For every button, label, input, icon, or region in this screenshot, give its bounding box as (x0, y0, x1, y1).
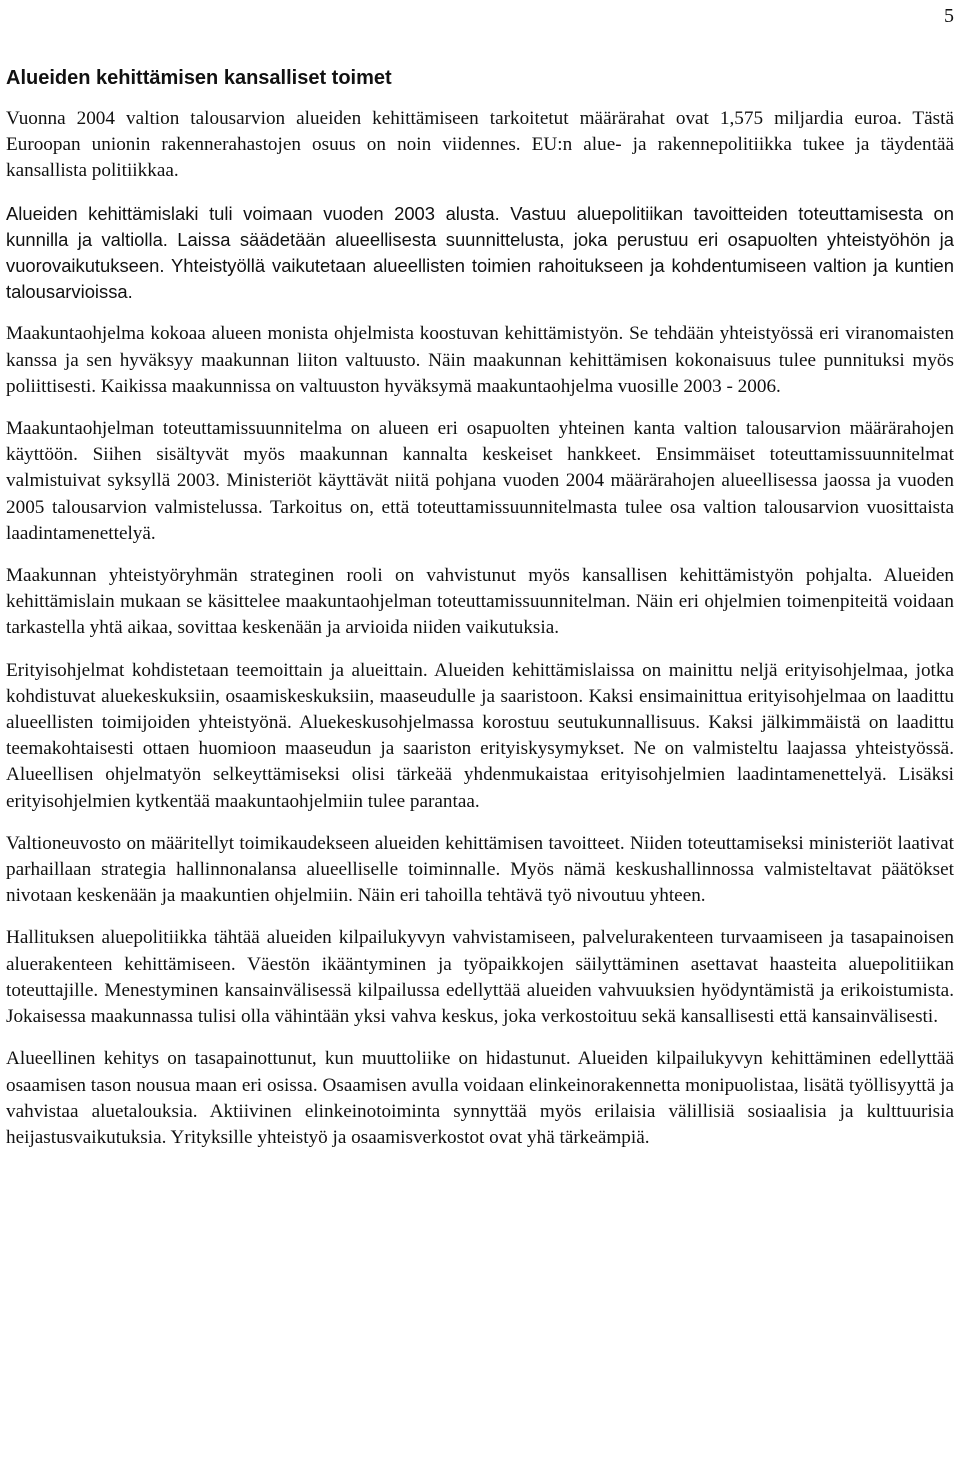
paragraph-special-programmes: Erityisohjelmat kohdistetaan teemoittain ja alueittain. Alueiden kehittämislaissa on mainittu neljä erityisohjelmaa, jotka kohdistuvat aluekeskuksiin, osaamiskeskuksiin, maaseudulle ja saaristoon. Kaksi ensimainittua erityisohjelmaa on laadittu alueellisten toimijoiden yhteistyönä. Aluekeskusohjelmassa korostuu seutukunnallisuus. Kaksi jälkimmäistä on laadittu teemakohtaisesti ottaen huomioon maaseudun ja saariston erityiskysymykset. Ne on valmisteltu laajassa yhteistyössä. Alueellisen ohjelmatyön selkeyttämiseksi olisi tärkeää yhdenmukaistaa erityisohjelmien laadintamenettelyä. Lisäksi erityisohjelmien kytkentää maakuntaohjelmiin tulee parantaa. (6, 659, 954, 812)
paragraph-cooperation-group: Maakunnan yhteistyöryhmän strateginen rooli on vahvistunut myös kansallisen kehittämistyön pohjalta. Alueiden kehittämislain mukaan se käsittelee maakuntaohjelman toteuttamissuunnitelman. Näin eri ohjelmien toimenpiteitä voidaan tarkastella yhtä aikaa, sovittaa keskenään ja arvioida niiden vaikutuksia. (6, 565, 954, 639)
paragraph-regional-development: Alueellinen kehitys on tasapainottunut, kun muuttoliike on hidastunut. Alueiden kilpailukyvyn kehittäminen edellyttää osaamisen tason nousua maan eri osissa. Osaamisen avulla voidaan elinkeinorakennetta monipuolistaa, lisätä työllisyyttä ja vahvistaa aluetalouksia. Aktiivinen elinkeinotoiminta synnyttää myös erilaisia välillisiä sosiaalisia ja kulttuurisia heijastusvaikutuksia. Yrityksille yhteistyö ja osaamisverkostot ovat yhä tärkeämpiä. (6, 1048, 954, 1148)
paragraph-regional-policy: Hallituksen aluepolitiikka tähtää alueiden kilpailukyvyn vahvistamiseen, palvelurakenteen turvaamiseen ja tasapainoisen aluerakenteen kehittämiseen. Väestön ikääntyminen ja työpaikkojen säilyttäminen asettavat haasteita aluepolitiikan toteuttajille. Menestyminen kansainvälisessä kilpailussa edellyttää alueiden vahvuuksien hyödyntämistä ja erikoistumista. Jokaisessa maakunnassa tulisi olla vähintään yksi vahva keskus, joka verkostoituu sekä kansallisesti että kansainvälisesti. (6, 927, 954, 1028)
section-heading: Alueiden kehittämisen kansalliset toimet (6, 67, 392, 89)
page-number: 5 (944, 5, 954, 27)
page-content (6, 66, 954, 1167)
paragraph-budget: Vuonna 2004 valtion talousarvion alueiden kehittämiseen tarkoitetut määrärahat ovat 1,575 miljardia euroa. Tästä Euroopan unionin rakennerahastojen osuus on noin viidennes. EU:n alue- ja rakennepolitiikka tukee ja täydentää kansallista politiikkaa. (6, 108, 954, 182)
paragraph-government-objectives: Valtioneuvosto on määritellyt toimikaudekseen alueiden kehittämisen tavoitteet. Niiden toteuttamiseksi ministeriöt laativat parhaillaan strategia hallinnonalansa alueelliselle toiminnalle. Myös nämä keskushallinnossa valmisteltavat päätökset nivotaan keskenään ja maakuntien ohjelmiin. Näin eri tahoilla tehtävä työ nivoutuu yhteen. (6, 832, 954, 907)
paragraph-implementation-plan: Maakuntaohjelman toteuttamissuunnitelma on alueen eri osapuolten yhteinen kanta valtion talousarvion määrärahojen käyttöön. Siihen sisältyvät myös maakunnan kannalta keskeiset hankkeet. Ensimmäiset toteuttamissuunnitelmat valmistuivat syksyllä 2003. Ministeriöt käyttävät niitä pohjana vuoden 2004 määrärahojen alueellisessa jaossa ja vuoden 2005 talousarvion valmistelussa. Tarkoitus on, että toteuttamissuunnitelmasta tulee osa valtion talousarvion vuosittaista laadintamenettelyä. (6, 418, 954, 544)
paragraph-regional-programme: Maakuntaohjelma kokoaa alueen monista ohjelmista koostuvan kehittämistyön. Se tehdään yhteistyössä eri viranomaisten kanssa ja sen hyväksyy maakunnan liiton valtuusto. Näin maakunnan kehittämisen kokonaisuus tulee punnituksi myös poliittisesti. Kaikissa maakunnissa on valtuuston hyväksymä maakuntaohjelma vuosille 2003 - 2006. (6, 323, 954, 397)
paragraph-regional-development-act: Alueiden kehittämislaki tuli voimaan vuoden 2003 alusta. Vastuu aluepolitiikan tavoitteiden toteuttamisesta on kunnilla ja valtiolla. Laissa säädetään alueellisesta suunnittelusta, joka perustuu eri osapuolten yhteistyöhön ja vuorovaikutukseen. Yhteistyöllä vaikutetaan alueellisten toimien rahoitukseen ja kohdentumiseen valtion ja kuntien talousarvioissa. (6, 202, 954, 303)
